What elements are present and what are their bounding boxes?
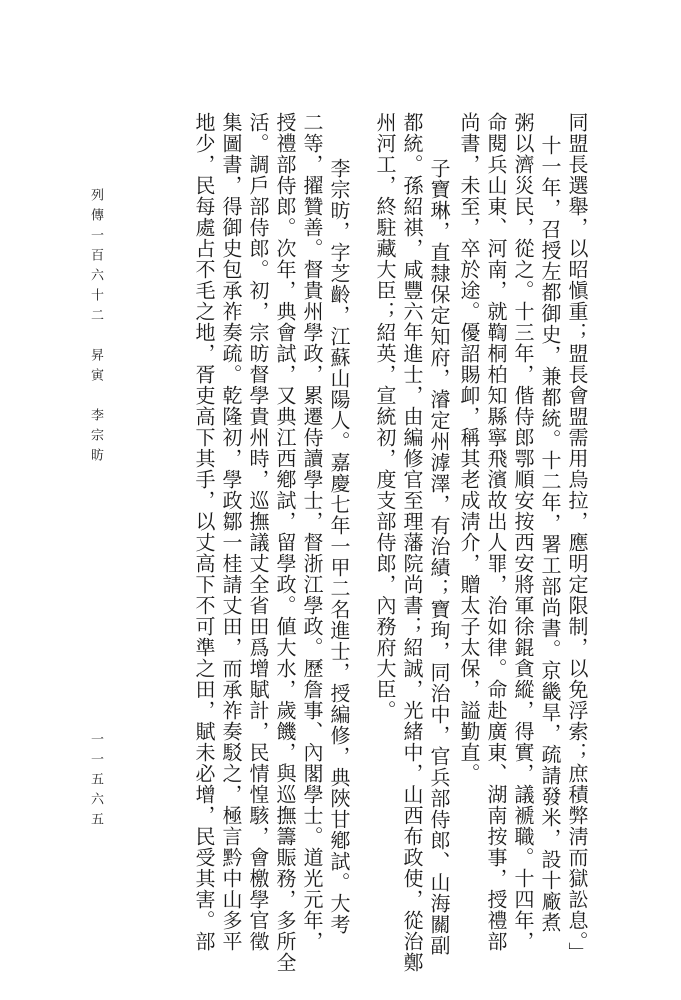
running-header: 列傳一百六十二 昇寅 李宗昉 — [88, 188, 103, 468]
text-column: 粥以濟災民，從之。十三年，偕侍郎鄂順安按西安將軍徐錕貪縱，得實，議褫職。十四年， — [511, 112, 535, 952]
text-column: 活。調戶部侍郎。初，宗昉督學貴州時，巡撫議丈全省田爲增賦計，民情惶駭，會檄學官徵 — [246, 112, 270, 952]
text-column: 十一年，召授左都御史，兼都統。十二年，署工部尚書。京畿旱，疏請發米，設十廠煮 — [538, 135, 562, 933]
text-column: 子寶琳，直隸保定知府，濬定州滹澤，有治績；寶珣，同治中，官兵部侍郎、山海關副 — [427, 158, 451, 956]
text-column: 二等，擢贊善。督貴州學政，累遷侍讀學士，督浙江學政。歷詹事、內閣學士。道光元年， — [300, 112, 324, 952]
text-column: 尚書，未至，卒於途。優詔賜卹，稱其老成淸介，贈太子太保，謚勤直。 — [457, 112, 481, 784]
text-column: 州河工，終駐藏大臣；紹英，宣統初，度支部侍郎，內務府大臣。 — [373, 112, 397, 721]
text-column: 李宗昉，字芝齡，江蘇山陽人。嘉慶七年一甲二名進士，授編修，典陜甘鄕試。大考 — [327, 158, 351, 935]
text-column: 地少，民每處占不毛之地，胥吏高下其手，以丈高下不可準之田，賦未必增，民受其害。部 — [192, 112, 216, 952]
text-column: 授禮部侍郎。次年，典會試，又典江西鄕試，留學政。値大水，歲饑，與巡撫籌賑務，多所全 — [273, 112, 297, 973]
text-column: 命閱兵山東、河南，就鞫桐柏知縣寧飛濱故出人罪，治如律。命赴廣東、湖南按事，授禮部 — [484, 112, 508, 952]
text-column: 同盟長選舉，以昭愼重；盟長會盟需用烏拉，應明定限制，以免浮索；庶積弊淸而獄訟息。」 — [565, 112, 589, 963]
text-column: 集圖書，得御史包承祚奏疏。乾隆初，學政鄒一桂請丈田，而承祚奏駁之，極言黔中山多平 — [219, 112, 243, 952]
page-number: 一一五六五 — [88, 732, 103, 832]
text-column: 都統。孫紹祺，咸豐六年進士，由編修官至理藩院尚書；紹誠，光緒中，山西布政使，從治鄭 — [400, 112, 424, 973]
